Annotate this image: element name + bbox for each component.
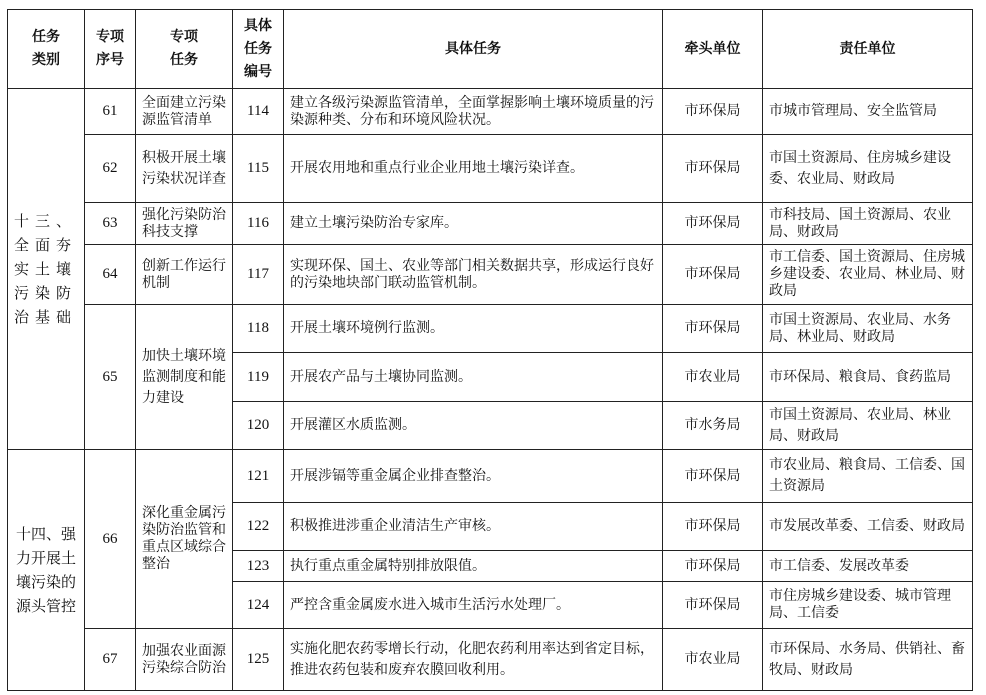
lead-cell: 市环保局 bbox=[663, 551, 763, 582]
seq-cell: 66 bbox=[85, 450, 136, 629]
table-row bbox=[8, 89, 973, 135]
resp-cell: 市发展改革委、工信委、财政局 bbox=[763, 503, 973, 551]
special-cell: 加强农业面源污染综合防治 bbox=[136, 629, 233, 691]
seq-cell: 65 bbox=[85, 305, 136, 450]
lead-cell: 市环保局 bbox=[663, 503, 763, 551]
lead-cell: 市水务局 bbox=[663, 402, 763, 450]
lead-cell: 市农业局 bbox=[663, 353, 763, 402]
header-number: 具体任务编号 bbox=[233, 10, 284, 89]
table-row bbox=[8, 450, 973, 503]
special-cell: 深化重金属污染防治监管和重点区域综合整治 bbox=[136, 450, 233, 629]
header-lead: 牵头单位 bbox=[663, 10, 763, 89]
seq-cell: 61 bbox=[85, 89, 136, 135]
lead-cell: 市环保局 bbox=[663, 582, 763, 629]
seq-cell: 62 bbox=[85, 135, 136, 203]
header-resp: 责任单位 bbox=[763, 10, 973, 89]
resp-cell: 市国土资源局、农业局、水务局、林业局、财政局 bbox=[763, 305, 973, 353]
task-cell: 执行重点重金属特别排放限值。 bbox=[284, 551, 663, 582]
number-cell: 121 bbox=[233, 450, 284, 503]
number-cell: 116 bbox=[233, 203, 284, 245]
category-cell: 十四、强力开展土壤污染的源头管控 bbox=[8, 450, 85, 691]
task-cell: 积极推进涉重企业清洁生产审核。 bbox=[284, 503, 663, 551]
resp-cell: 市工信委、发展改革委 bbox=[763, 551, 973, 582]
special-cell: 强化污染防治科技支撑 bbox=[136, 203, 233, 245]
number-cell: 123 bbox=[233, 551, 284, 582]
special-cell: 积极开展土壤污染状况详查 bbox=[136, 135, 233, 203]
task-cell: 开展涉镉等重金属企业排查整治。 bbox=[284, 450, 663, 503]
category-cell: 十三、全面夯实土壤污染防治基础 bbox=[8, 89, 85, 450]
header-task: 具体任务 bbox=[284, 10, 663, 89]
number-cell: 124 bbox=[233, 582, 284, 629]
number-cell: 117 bbox=[233, 245, 284, 305]
task-cell: 开展农用地和重点行业企业用地土壤污染详查。 bbox=[284, 135, 663, 203]
number-cell: 118 bbox=[233, 305, 284, 353]
resp-cell: 市国土资源局、农业局、林业局、财政局 bbox=[763, 402, 973, 450]
seq-cell: 63 bbox=[85, 203, 136, 245]
task-cell: 开展土壤环境例行监测。 bbox=[284, 305, 663, 353]
table-row bbox=[8, 245, 973, 305]
task-cell: 开展农产品与土壤协同监测。 bbox=[284, 353, 663, 402]
lead-cell: 市环保局 bbox=[663, 89, 763, 135]
table-row bbox=[8, 629, 973, 691]
number-cell: 119 bbox=[233, 353, 284, 402]
header-seq: 专项序号 bbox=[85, 10, 136, 89]
task-cell: 建立各级污染源监管清单，全面掌握影响土壤环境质量的污染源种类、分布和环境风险状况。 bbox=[284, 89, 663, 135]
number-cell: 114 bbox=[233, 89, 284, 135]
number-cell: 122 bbox=[233, 503, 284, 551]
resp-cell: 市农业局、粮食局、工信委、国土资源局 bbox=[763, 450, 973, 503]
lead-cell: 市环保局 bbox=[663, 450, 763, 503]
resp-cell: 市环保局、水务局、供销社、畜牧局、财政局 bbox=[763, 629, 973, 691]
lead-cell: 市环保局 bbox=[663, 135, 763, 203]
seq-cell: 67 bbox=[85, 629, 136, 691]
special-cell: 全面建立污染源监管清单 bbox=[136, 89, 233, 135]
resp-cell: 市城市管理局、安全监管局 bbox=[763, 89, 973, 135]
lead-cell: 市环保局 bbox=[663, 305, 763, 353]
header-special: 专项任务 bbox=[136, 10, 233, 89]
task-table bbox=[7, 9, 973, 691]
task-cell: 开展灌区水质监测。 bbox=[284, 402, 663, 450]
number-cell: 120 bbox=[233, 402, 284, 450]
seq-cell: 64 bbox=[85, 245, 136, 305]
special-cell: 加快土壤环境监测制度和能力建设 bbox=[136, 305, 233, 450]
resp-cell: 市工信委、国土资源局、住房城乡建设委、农业局、林业局、财政局 bbox=[763, 245, 973, 305]
number-cell: 115 bbox=[233, 135, 284, 203]
table-row bbox=[8, 305, 973, 353]
task-cell: 建立土壤污染防治专家库。 bbox=[284, 203, 663, 245]
resp-cell: 市科技局、国土资源局、农业局、财政局 bbox=[763, 203, 973, 245]
table-row bbox=[8, 135, 973, 203]
task-cell: 实现环保、国土、农业等部门相关数据共享，形成运行良好的污染地块部门联动监管机制。 bbox=[284, 245, 663, 305]
header-row bbox=[8, 10, 973, 89]
table-row bbox=[8, 203, 973, 245]
header-category: 任务类别 bbox=[8, 10, 85, 89]
lead-cell: 市环保局 bbox=[663, 245, 763, 305]
resp-cell: 市环保局、粮食局、食药监局 bbox=[763, 353, 973, 402]
resp-cell: 市国土资源局、住房城乡建设委、农业局、财政局 bbox=[763, 135, 973, 203]
number-cell: 125 bbox=[233, 629, 284, 691]
special-cell: 创新工作运行机制 bbox=[136, 245, 233, 305]
resp-cell: 市住房城乡建设委、城市管理局、工信委 bbox=[763, 582, 973, 629]
task-cell: 严控含重金属废水进入城市生活污水处理厂。 bbox=[284, 582, 663, 629]
task-cell: 实施化肥农药零增长行动，化肥农药利用率达到省定目标，推进农药包装和废弃农膜回收利用。 bbox=[284, 629, 663, 691]
lead-cell: 市农业局 bbox=[663, 629, 763, 691]
lead-cell: 市环保局 bbox=[663, 203, 763, 245]
